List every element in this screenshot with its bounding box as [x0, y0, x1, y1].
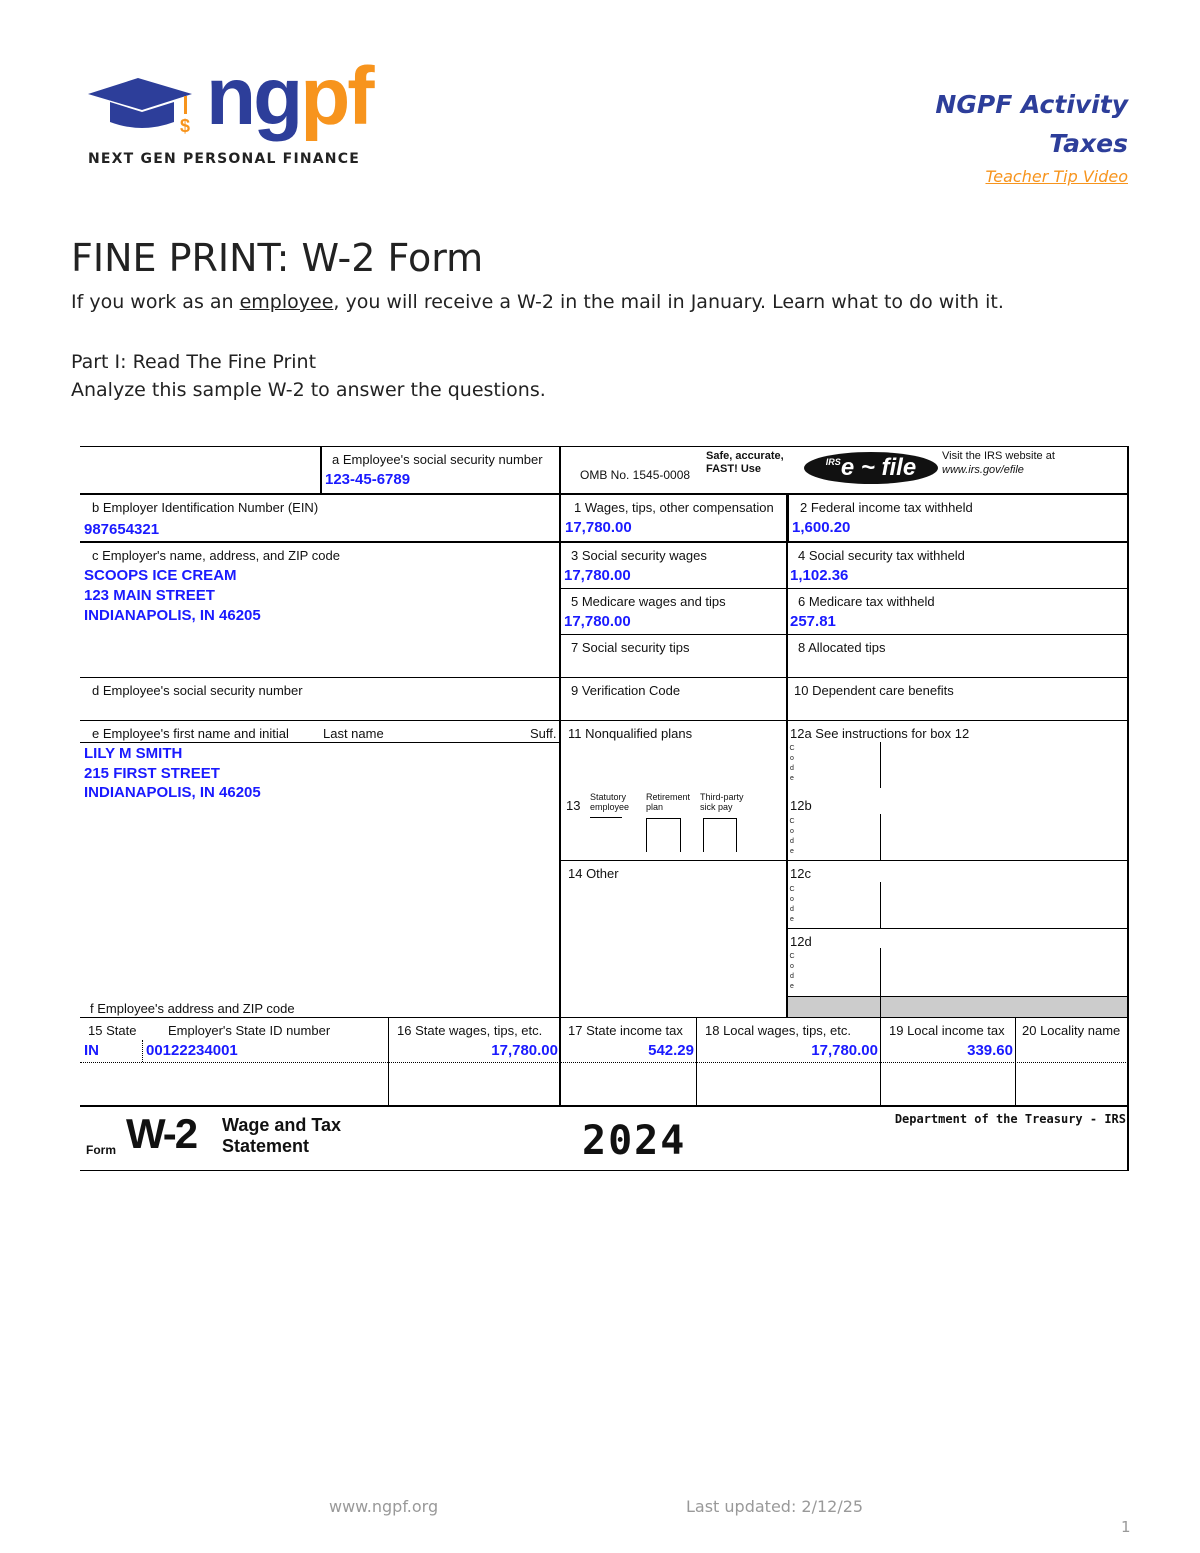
page-title: FINE PRINT: W-2 Form: [71, 236, 484, 280]
box9-label: 9 Verification Code: [571, 683, 681, 698]
box-f-label: f Employee's address and ZIP code: [90, 1001, 295, 1016]
form-word: Form: [86, 1143, 116, 1157]
box15-id: 00122234001: [146, 1042, 238, 1059]
box17-label: 17 State income tax: [568, 1023, 683, 1038]
box13-label: 13: [566, 798, 581, 813]
box18-label: 18 Local wages, tips, etc.: [705, 1023, 851, 1038]
box14-label: 14 Other: [568, 866, 619, 881]
box4-label: 4 Social security tax withheld: [798, 548, 965, 563]
activity-label: NGPF Activity: [935, 90, 1128, 119]
fast-text: FAST! Use: [706, 463, 762, 475]
box4-value: 1,102.36: [790, 567, 849, 584]
topic-label: Taxes: [1049, 129, 1128, 158]
box15-id-label: Employer's State ID number: [168, 1023, 331, 1038]
graduation-cap-icon: [88, 74, 198, 134]
page-number: 1: [1121, 1518, 1131, 1536]
box16-label: 16 State wages, tips, etc.: [397, 1023, 543, 1038]
retirement-plan-checkbox[interactable]: [646, 818, 681, 852]
form-name: W-2: [126, 1110, 197, 1157]
department-text: Department of the Treasury - IRS: [894, 1112, 1126, 1126]
box16-value: 17,780.00: [491, 1042, 558, 1059]
teacher-tip-video-link[interactable]: Teacher Tip Video: [985, 167, 1128, 186]
box12c-label: 12c: [790, 866, 811, 881]
box3-value: 17,780.00: [564, 567, 631, 584]
box17-value: 542.29: [648, 1042, 694, 1059]
omb-number: OMB No. 1545-0008: [580, 468, 691, 482]
footer-updated: Last updated: 2/12/25: [686, 1497, 864, 1516]
box12b-label: 12b: [790, 798, 812, 813]
box2-value: 1,600.20: [792, 519, 851, 536]
irs-website: www.irs.gov/efile: [942, 464, 1024, 476]
box1-value: 17,780.00: [565, 519, 632, 536]
employee-name: LILY M SMITH: [84, 745, 183, 762]
box15-label: 15 State: [88, 1023, 137, 1038]
box-b-label: b Employer Identification Number (EIN): [92, 500, 319, 515]
box-a-value: 123-45-6789: [325, 471, 411, 488]
employer-name: SCOOPS ICE CREAM: [84, 567, 237, 584]
box15-state: IN: [84, 1042, 99, 1059]
box20-label: 20 Locality name: [1022, 1023, 1121, 1038]
last-name-label: Last name: [323, 726, 384, 741]
employee-city: INDIANAPOLIS, IN 46205: [84, 784, 261, 801]
employer-city: INDIANAPOLIS, IN 46205: [84, 607, 261, 624]
part-heading: Part I: Read The Fine Print: [71, 351, 317, 373]
box7-label: 7 Social security tips: [571, 640, 690, 655]
box19-value: 339.60: [967, 1042, 1013, 1059]
employer-street: 123 MAIN STREET: [84, 587, 215, 604]
box19-label: 19 Local income tax: [889, 1023, 1005, 1038]
box12d-label: 12d: [790, 934, 812, 949]
intro-text: If you work as an employee, you will receive a W-2 in the mail in January. Learn what to do with it.: [71, 291, 1004, 313]
box12a-label: 12a See instructions for box 12: [790, 726, 970, 741]
box10-label: 10 Dependent care benefits: [794, 683, 954, 698]
box6-label: 6 Medicare tax withheld: [798, 594, 935, 609]
safe-text: Safe, accurate,: [706, 450, 784, 462]
box-e-label: e Employee's first name and initial: [92, 726, 289, 741]
employee-street: 215 FIRST STREET: [84, 765, 220, 782]
box5-value: 17,780.00: [564, 613, 631, 630]
instructions: Analyze this sample W-2 to answer the questions.: [71, 379, 546, 401]
box3-label: 3 Social security wages: [571, 548, 707, 563]
employee-link[interactable]: employee: [239, 291, 334, 313]
box11-label: 11 Nonqualified plans: [568, 726, 693, 741]
box6-value: 257.81: [790, 613, 836, 630]
box5-label: 5 Medicare wages and tips: [571, 594, 726, 609]
box-c-label: c Employer's name, address, and ZIP code: [92, 548, 340, 563]
box-a-label: a Employee's social security number: [332, 452, 543, 467]
efile-logo: $^{IRS}$e ~ file: [804, 452, 938, 484]
box2-label: 2 Federal income tax withheld: [800, 500, 973, 515]
box8-label: 8 Allocated tips: [798, 640, 886, 655]
footer-website: www.ngpf.org: [329, 1497, 439, 1516]
svg-text:$: $: [180, 116, 191, 134]
third-party-sick-pay-checkbox[interactable]: [703, 818, 737, 852]
box-d-label: d Employee's social security number: [92, 683, 303, 698]
box18-value: 17,780.00: [811, 1042, 878, 1059]
tax-year: 2024: [582, 1118, 687, 1164]
logo-tagline: NEXT GEN PERSONAL FINANCE: [88, 151, 360, 167]
visit-text: Visit the IRS website at: [942, 450, 1055, 462]
box1-label: 1 Wages, tips, other compensation: [574, 500, 774, 515]
box-b-value: 987654321: [84, 521, 160, 538]
suffix-label: Suff.: [530, 726, 557, 741]
